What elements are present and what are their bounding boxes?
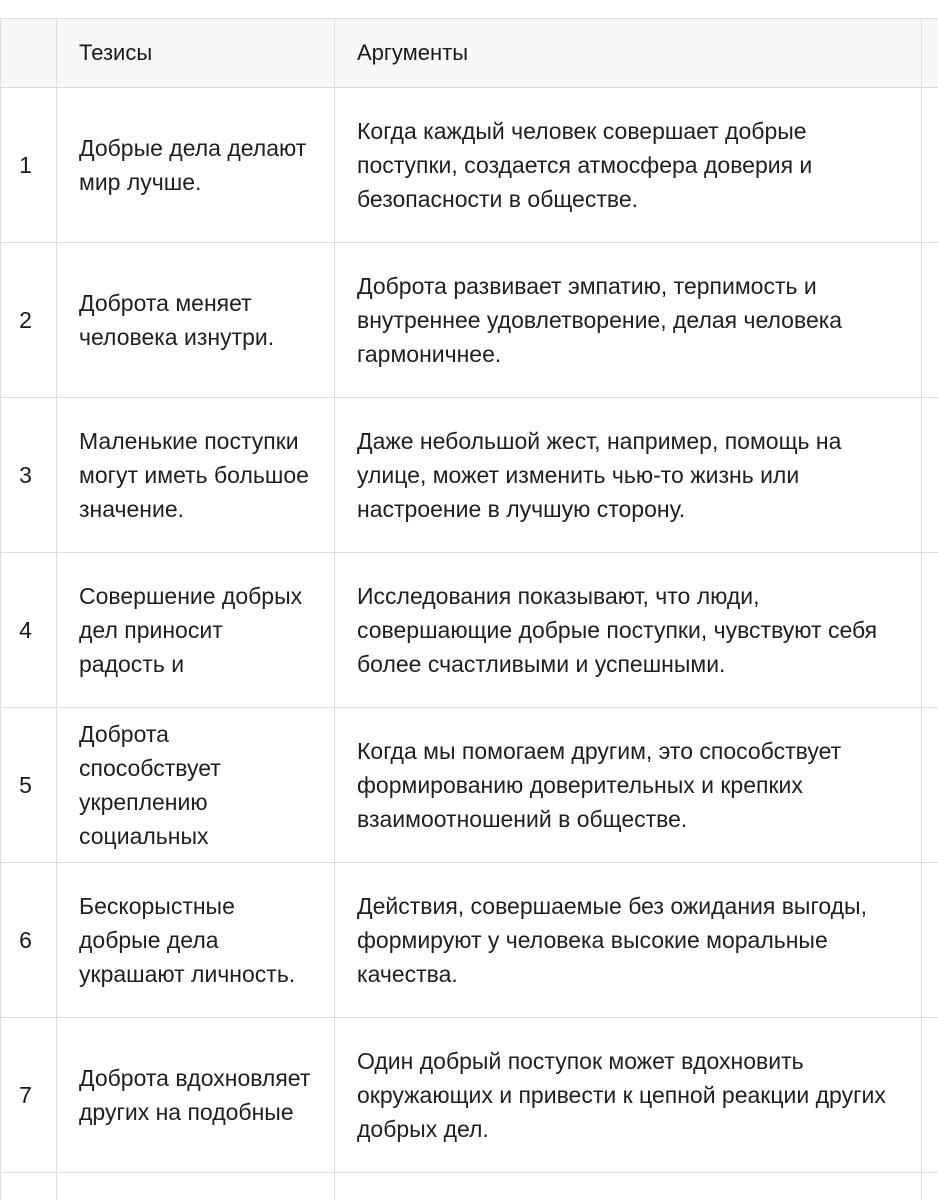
thesis-text: Доброта способствует укреплению социальных (79, 721, 221, 849)
argument-cell (335, 243, 922, 398)
extra-cell (922, 243, 938, 398)
row-number: 5 (1, 708, 57, 863)
table-row (1, 1018, 938, 1173)
row-number: 6 (1, 863, 57, 1018)
argument-cell (335, 1173, 922, 1200)
argument-text: Один добрый поступок может вдохновить окружающих и привести к цепной реакции других добрых дел. (357, 1048, 886, 1142)
table-row (1, 863, 938, 1018)
argument-cell (335, 398, 922, 553)
table-row (1, 398, 938, 553)
extra-cell (922, 553, 938, 708)
extra-cell (922, 1018, 938, 1173)
argument-cell (335, 863, 922, 1018)
table-header-row (1, 19, 938, 88)
argument-cell (335, 1018, 922, 1173)
argument-cell (335, 88, 922, 243)
thesis-cell (57, 863, 335, 1018)
argument-cell (335, 708, 922, 863)
extra-cell (922, 708, 938, 863)
argument-text: Когда каждый человек совершает добрые поступки, создается атмосфера доверия и безопасности в обществе. (357, 118, 813, 212)
argument-text: Исследования показывают, что люди, совершающие добрые поступки, чувствуют себя более счастливыми и успешными. (357, 583, 878, 677)
argument-text: Доброта развивает эмпатию, терпимость и внутреннее удовлетворение, делая человека гармоничнее. (357, 273, 843, 367)
thesis-cell (57, 1018, 335, 1173)
table-row (1, 88, 938, 243)
thesis-cell (57, 398, 335, 553)
thesis-cell (57, 88, 335, 243)
table-row (1, 553, 938, 708)
argument-text: Когда мы помогаем другим, это способствует формированию доверительных и крепких взаимоотношений в обществе. (357, 738, 842, 832)
header-extra (922, 19, 938, 88)
thesis-text: Бескорыстные добрые дела украшают личность. (79, 893, 296, 987)
thesis-text: Совершение добрых дел приносит радость и (79, 583, 303, 677)
table-row (1, 708, 938, 863)
thesis-cell (57, 553, 335, 708)
extra-cell (922, 1173, 938, 1200)
thesis-cell (57, 243, 335, 398)
thesis-text: Маленькие поступки могут иметь большое значение. (79, 428, 309, 522)
thesis-text: Доброта меняет человека изнутри. (79, 290, 275, 350)
header-argument: Аргументы (335, 19, 922, 88)
extra-cell (922, 863, 938, 1018)
row-number: 7 (1, 1018, 57, 1173)
header-thesis: Тезисы (57, 19, 335, 88)
argument-text: Даже небольшой жест, например, помощь на улице, может изменить чью-то жизнь или настроение в лучшую сторону. (357, 428, 842, 522)
header-number (1, 19, 57, 88)
thesis-text: Доброта вдохновляет других на подобные (79, 1065, 311, 1125)
extra-cell (922, 88, 938, 243)
thesis-cell (57, 708, 335, 863)
argument-text: Действия, совершаемые без ожидания выгоды, формируют у человека высокие моральные качества. (357, 893, 867, 987)
argument-cell (335, 553, 922, 708)
table-row (1, 243, 938, 398)
row-number: 4 (1, 553, 57, 708)
row-number: 1 (1, 88, 57, 243)
table-row-partial (1, 1173, 938, 1200)
row-number: 3 (1, 398, 57, 553)
row-number (1, 1173, 57, 1200)
thesis-text: Добрые дела делают мир лучше. (79, 135, 307, 195)
row-number: 2 (1, 243, 57, 398)
thesis-cell (57, 1173, 335, 1200)
theses-arguments-table (0, 18, 938, 1200)
extra-cell (922, 398, 938, 553)
